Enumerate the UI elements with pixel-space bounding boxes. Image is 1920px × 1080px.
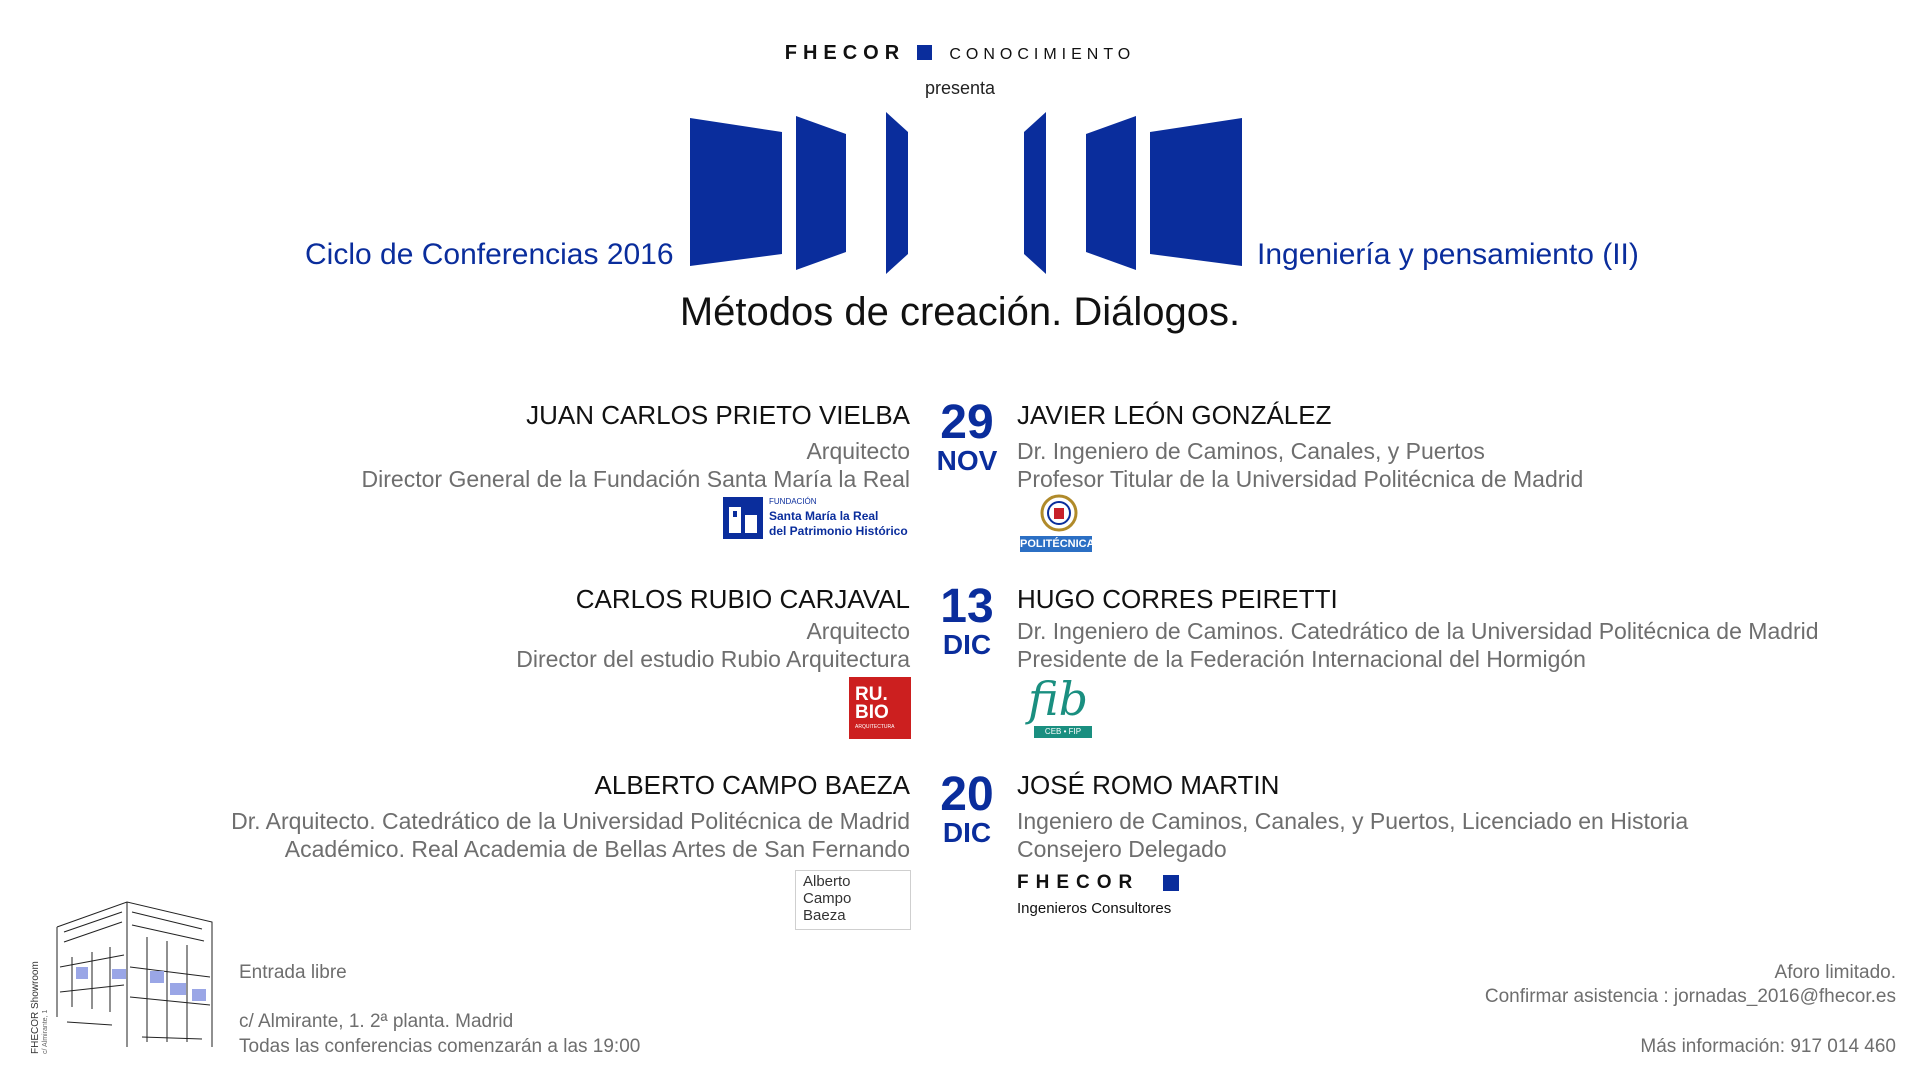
speaker-left-2 [150, 584, 910, 673]
panel-right-3 [1024, 112, 1046, 274]
speaker-position: Consejero Delegado [1017, 836, 1227, 862]
speaker-right-3 [1017, 770, 1897, 863]
date-day: 20 [940, 768, 994, 821]
campo-line3: Baeza [803, 907, 846, 924]
entrada-libre: Entrada libre [239, 962, 347, 983]
brand-sub: CONOCIMIENTO [949, 46, 1136, 63]
date-day: 29 [940, 396, 994, 449]
date-month: DIC [942, 629, 992, 660]
speaker-role: Arquitecto [806, 438, 910, 464]
campo-line1: Alberto [803, 873, 851, 890]
speaker-right-2 [1017, 584, 1897, 673]
date-block-2 [917, 580, 1017, 660]
speaker-name: HUGO CORRES PEIRETTI [1017, 584, 1338, 614]
fib-sub: CEB • FIP [1034, 726, 1092, 738]
speaker-position: Director del estudio Rubio Arquitectura [516, 646, 910, 672]
presenta-text: presenta [924, 78, 996, 98]
date-block-1 [917, 396, 1017, 476]
window-3 [150, 971, 164, 983]
speaker-name: JAVIER LEÓN GONZÁLEZ [1017, 400, 1332, 430]
main-title: Métodos de creación. Diálogos. [679, 290, 1241, 334]
fundacion-line2: del Patrimonio Histórico [769, 524, 908, 538]
fundacion-line1: Santa María la Real [769, 509, 879, 523]
campo-line2: Campo [803, 890, 852, 907]
fib-logo [1016, 672, 1096, 742]
speaker-role: Dr. Ingeniero de Caminos, Canales, y Puertos [1017, 438, 1485, 464]
campo-baeza-logo [795, 870, 911, 930]
speaker-name: JUAN CARLOS PRIETO VIELBA [526, 400, 910, 430]
rubio-logo [849, 677, 911, 739]
fundacion-logo [723, 497, 913, 539]
panel-right-1 [1150, 118, 1242, 266]
speaker-left-1 [150, 400, 910, 493]
panel-left-1 [690, 118, 782, 266]
panel-left-2 [796, 116, 846, 270]
politecnica-logo [1020, 494, 1096, 554]
panel-left-3 [886, 112, 908, 274]
speaker-role: Dr. Ingeniero de Caminos. Catedrático de la Universidad Politécnica de Madrid [1017, 618, 1819, 644]
info-phone[interactable]: Más información: 917 014 460 [1640, 1036, 1896, 1057]
window-4 [170, 983, 186, 995]
showroom-label: FHECOR Showroom [30, 961, 41, 1054]
speaker-position: Profesor Titular de la Universidad Politécnica de Madrid [1017, 466, 1584, 492]
panel-right-2 [1086, 116, 1136, 270]
left-title: Ciclo de Conferencias 2016 [305, 238, 674, 271]
speaker-left-3 [110, 770, 910, 863]
window-2 [112, 969, 126, 979]
speaker-position: Director General de la Fundación Santa María la Real [361, 466, 910, 492]
address: c/ Almirante, 1. 2ª planta. Madrid [239, 1011, 514, 1032]
speaker-right-1 [1017, 400, 1897, 493]
building-sketch [52, 897, 217, 1052]
speaker-name: CARLOS RUBIO CARJAVAL [575, 584, 910, 614]
window-1 [76, 967, 88, 979]
fhecor-square-icon [1163, 875, 1179, 891]
panels-graphic [690, 112, 1250, 274]
speaker-role: Arquitecto [806, 618, 910, 644]
date-block-3 [917, 768, 1017, 848]
rubio-line3: ARQUITECTURA [855, 724, 895, 730]
brand-header [0, 42, 1920, 65]
speaker-role: Dr. Arquitecto. Catedrático de la Universidad Politécnica de Madrid [231, 808, 910, 834]
speaker-name: JOSÉ ROMO MARTIN [1017, 770, 1280, 800]
speaker-position: Presidente de la Federación Internacional del Hormigón [1017, 646, 1586, 672]
window-5 [192, 989, 206, 1001]
fib-text: fib [1028, 672, 1089, 726]
fundacion-small: FUNDACIÓN [769, 497, 817, 506]
speaker-role: Ingeniero de Caminos, Canales, y Puertos, Licenciado en Historia [1017, 808, 1689, 834]
schedule-note: Todas las conferencias comenzarán a las 19:00 [239, 1036, 641, 1057]
right-title: Ingeniería y pensamiento (II) [1257, 238, 1639, 271]
brand-name: FHECOR [784, 42, 906, 64]
church-icon [723, 497, 763, 539]
aforo-note: Aforo limitado. [1774, 962, 1896, 983]
fhecor-sub: Ingenieros Consultores [1017, 900, 1172, 917]
speaker-name: ALBERTO CAMPO BAEZA [594, 770, 910, 800]
brand-square-icon [917, 45, 932, 60]
rubio-line1: RU. [855, 684, 888, 705]
fhecor-logo [1017, 872, 1197, 922]
confirm-email[interactable]: Confirmar asistencia : jornadas_2016@fhecor.es [1484, 986, 1896, 1007]
fhecor-name: FHECOR [1017, 872, 1140, 893]
politecnica-label: POLITÉCNICA [1020, 538, 1095, 550]
date-day: 13 [940, 580, 994, 633]
rubio-line2: BIO [855, 702, 889, 723]
speaker-position: Académico. Real Academia de Bellas Artes de San Fernando [284, 836, 910, 862]
date-month: NOV [936, 445, 998, 476]
date-month: DIC [942, 817, 992, 848]
upm-crest-icon [1040, 494, 1078, 534]
showroom-sub: c/ Almirante, 1 [42, 1009, 49, 1054]
